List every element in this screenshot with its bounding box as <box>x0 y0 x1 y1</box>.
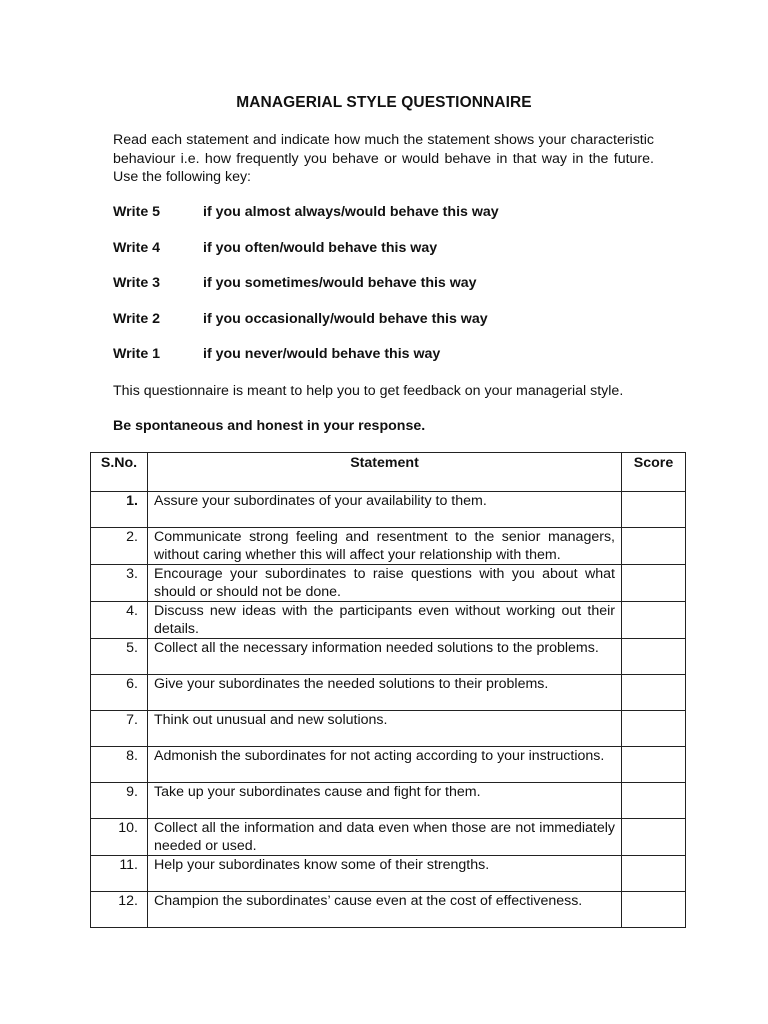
row-number: 8. <box>91 747 148 783</box>
key-label: Write 2 <box>113 311 161 327</box>
header-score: Score <box>622 453 686 492</box>
row-number: 12. <box>91 892 148 928</box>
score-cell[interactable] <box>622 675 686 711</box>
intro-paragraph: Read each statement and indicate how much the statement shows your characteristic behaviour i.e. how frequently you behave or would behave in that way in the future. Use the following key: <box>113 132 654 185</box>
row-statement: Collect all the necessary information needed solutions to the problems. <box>148 639 622 675</box>
key-row <box>113 346 440 362</box>
row-statement: Assure your subordinates of your availability to them. <box>148 492 622 528</box>
row-number: 2. <box>91 528 148 565</box>
key-row <box>113 204 499 220</box>
questionnaire-table <box>90 452 686 928</box>
table-row <box>91 565 686 602</box>
feedback-note: This questionnaire is meant to help you to get feedback on your managerial style. <box>113 383 624 399</box>
row-number: 6. <box>91 675 148 711</box>
row-statement: Communicate strong feeling and resentment to the senior managers, without caring whether this will affect your relationship with them. <box>148 528 622 565</box>
key-row <box>113 240 437 256</box>
score-cell[interactable] <box>622 528 686 565</box>
row-number: 4. <box>91 602 148 639</box>
key-row <box>113 311 488 327</box>
row-number: 5. <box>91 639 148 675</box>
row-statement: Admonish the subordinates for not acting according to your instructions. <box>148 747 622 783</box>
row-statement: Collect all the information and data even when those are not immediately needed or used. <box>148 819 622 856</box>
row-statement: Discuss new ideas with the participants even without working out their details. <box>148 602 622 639</box>
row-number: 11. <box>91 856 148 892</box>
score-cell[interactable] <box>622 783 686 819</box>
header-sno: S.No. <box>91 453 148 492</box>
table-row <box>91 892 686 928</box>
score-cell[interactable] <box>622 892 686 928</box>
row-statement: Give your subordinates the needed solutions to their problems. <box>148 675 622 711</box>
score-cell[interactable] <box>622 856 686 892</box>
row-statement: Encourage your subordinates to raise questions with you about what should or should not be done. <box>148 565 622 602</box>
table-row <box>91 711 686 747</box>
honesty-note: Be spontaneous and honest in your response. <box>113 418 426 434</box>
key-label: Write 4 <box>113 240 161 256</box>
key-text: if you sometimes/would behave this way <box>203 275 477 291</box>
score-cell[interactable] <box>622 602 686 639</box>
row-number: 9. <box>91 783 148 819</box>
table-row <box>91 492 686 528</box>
score-cell[interactable] <box>622 565 686 602</box>
row-statement: Take up your subordinates cause and fight for them. <box>148 783 622 819</box>
score-cell[interactable] <box>622 639 686 675</box>
row-statement: Think out unusual and new solutions. <box>148 711 622 747</box>
table-row <box>91 856 686 892</box>
table-row <box>91 747 686 783</box>
table-row <box>91 783 686 819</box>
key-label: Write 5 <box>113 204 161 220</box>
score-cell[interactable] <box>622 819 686 856</box>
row-number: 1. <box>91 492 148 528</box>
key-text: if you occasionally/would behave this way <box>203 311 488 327</box>
row-statement: Help your subordinates know some of their strengths. <box>148 856 622 892</box>
key-label: Write 1 <box>113 346 161 362</box>
key-label: Write 3 <box>113 275 161 291</box>
table-row <box>91 819 686 856</box>
row-statement: Champion the subordinates’ cause even at the cost of effectiveness. <box>148 892 622 928</box>
key-text: if you never/would behave this way <box>203 346 441 362</box>
key-row <box>113 275 477 291</box>
row-number: 7. <box>91 711 148 747</box>
table-row <box>91 639 686 675</box>
table-row <box>91 602 686 639</box>
header-statement: Statement <box>148 453 622 492</box>
page-title: MANAGERIAL STYLE QUESTIONNAIRE <box>236 94 532 111</box>
table-row <box>91 528 686 565</box>
key-text: if you often/would behave this way <box>203 240 438 256</box>
row-number: 10. <box>91 819 148 856</box>
key-text: if you almost always/would behave this way <box>203 204 499 220</box>
score-cell[interactable] <box>622 747 686 783</box>
table-row <box>91 675 686 711</box>
row-number: 3. <box>91 565 148 602</box>
score-cell[interactable] <box>622 492 686 528</box>
table-header-row <box>91 453 686 492</box>
score-cell[interactable] <box>622 711 686 747</box>
